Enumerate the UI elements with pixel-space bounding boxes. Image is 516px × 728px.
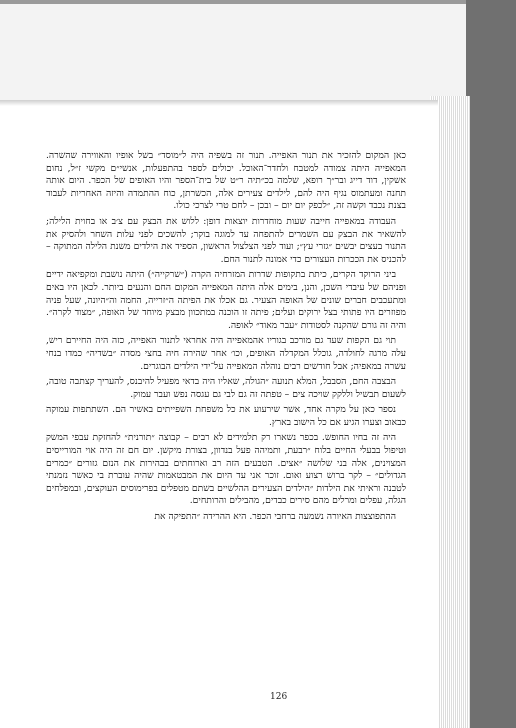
paragraph: היה זה בחיו החופש. בכפר נשארו רק תלמידים לא רבים – קבוצה ״תורנית״ להחזקת עבפי המשק וטיפול בבעלי החיים בלוח ״רבעת, ותמיהה פעל בנדוון, בצורת מיקשן. יום חם זה היה אוי המורייסים המצוינים, אלה בני שלושה ״אצים. הטבעים הזה רב וארוחתים בבהירות את הנזם גזורים ״כמרים הגדולים״ – לקר ברוש רצוע ואום. זוכר אני עד היום את המבטאמות שהיה עוברת בי כאשר נזמנתי לטבנה וראיתי את הילדות ״הילדים הצעירים ההלשיים בשתם מטפלים בפרימוסים העוקצים, ובמפלחים הגלה, עפלים ומרלים מהם סירים כבדים, מהבילים והרותחים. xyxy=(46,432,406,507)
paragraph: ביני הרוקד הקרים, כיתת בתקופות שדרות המזרחיה הקרה (״שרקייה״) היתה נושבת ומקפיאה ידיים ופניהם של עיבדי השכן, והנן, בימים אלה היתה המאפייה המקום החם והנעים ביותר. לכאן היו באים ומתעכבים חברים שונים של האופה הצעיר. גם אכלו את הפיתה ה״זרייה, החמה וה״היונה, שעל פניה מפוזרים היו פתותי בצל ירוקים ועלים; פיתה זו הוכנה במתכוון מבצק מיוחד של האופה, ״מצוד לקרה״. והיה זה גורם שהקנה לסטודות ״עבר מאוד״ לאופה. xyxy=(46,269,406,331)
page-top-shadow xyxy=(0,100,438,106)
body-text xyxy=(46,150,406,527)
paragraph: כאן המקום להזכיר את תנור האפייה. תנור זה בשפיה היה ל״מוסד״ בשל אופיו והאווירה שהשרה. המאפייה היתה צמודה למטבח ולחדר־האוכל. יכולים לספר בהתפעלות, אנשי״ם מקשי ז״ל, נחום אשקין, דוד דייג ובר״ך רופא, שלמה בכ״תיה ר״ט של בית־הספר והיו האופים של הכפר. היום אותה תחנה ומעתמוס נגיף היה להם, לילדים צעירים אלה, הכשרתן, כוח ההתמדה והיזה האחריות לעבוד בצנת נכבד וקשה זה, ״לכפק יום יום – ובכן – לחם טרי לצרכי כולו. xyxy=(46,150,406,212)
scan-border-top xyxy=(0,0,466,4)
paragraph: ההתפוצצות האיורה נשמעה ברחבי הכפר. היא ההרידה ״התפיקה את xyxy=(154,511,396,523)
page-number: 126 xyxy=(270,692,288,702)
paragraph: נספר כאן על מקרה אחד, אשר שירעוע את כל משפחת השפייתים באשיר הם. השתתפות עמוקה כבאוב וצערו הגיע אם כל הישוב בארץ. xyxy=(46,404,406,428)
paragraph: הבצבה החם, הסבבל, המלא תנועה ״הגולה, שאליו היה בדאי מפעיל להיבנס, להעריך קצתבה טובה, לשעום תבשיל וללקק שויכה צים – טפתה זה גם לבי גם עגסה נפש ועבר עמוק. xyxy=(46,376,406,400)
scan-border-right xyxy=(466,0,516,728)
paragraph: העבודה במאפייה חייבה שעות מוחדרות יוצאות דופן: ללוש את הבצק עם צ׳ב או בחוית הלילה; להשאיר את הבצק עם השמרים להתפחה עד למוגה בוקר; להשכים לפני עלות השחר ולהסיק את התנור בעצים יבשים ״גזרי עץ״; ועוד לפני הצלצול הראשון, הספיד את הילדים משנת הלילה המתוקה – להכניס את הככרות העצורים כדי אמונה לתנור החם. xyxy=(46,215,406,265)
paragraph: תוי גם הקפות שעד גם מורכב בגוריו אהמאפייה היה אחראי לתנור האפייה, כזה היה החיירם ריש, עלה מרגה לחולדה, גוכלל המקדלה האופים, וכו׳ אחר שהירה חיה בחצי מסדה ״בשדיה״ כמדו בנחי עשרה במאפיה; אבל חודשים רבים נוהלה המאפייה על־ידי הילדים הבוגרים. xyxy=(46,335,406,372)
